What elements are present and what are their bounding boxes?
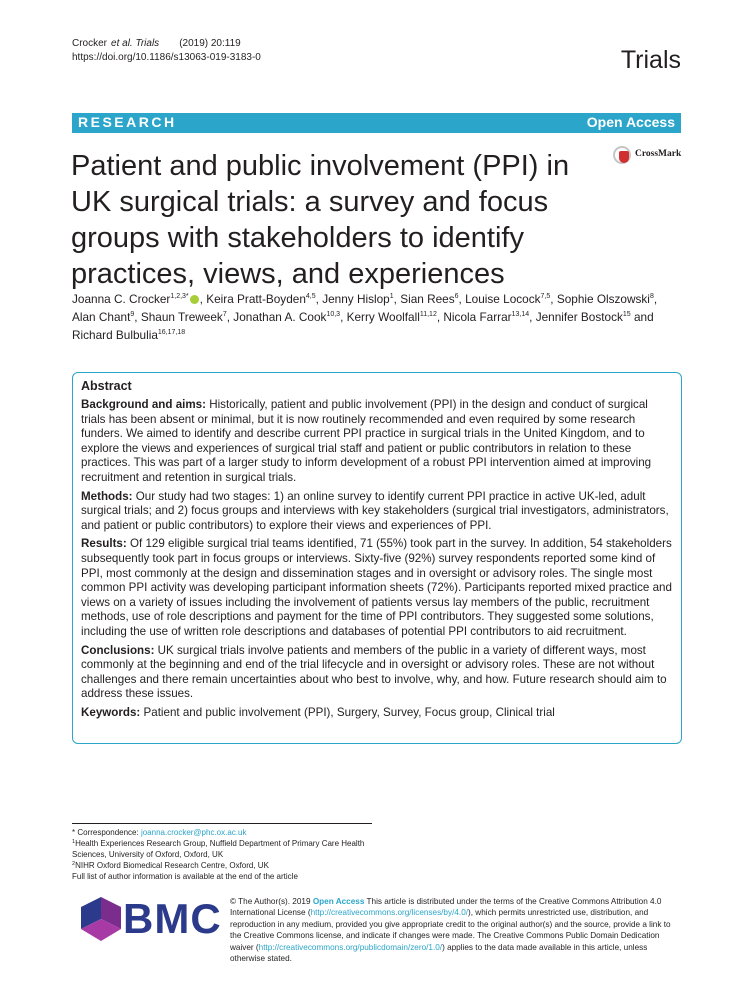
author-name: Jennifer Bostock bbox=[535, 310, 623, 324]
crossmark-icon bbox=[613, 146, 631, 164]
author-affiliation: 15 bbox=[622, 311, 631, 318]
doi-link[interactable]: https://doi.org/10.1186/s13063-019-3183-0 bbox=[72, 52, 261, 63]
authors-and: and bbox=[633, 310, 654, 324]
abstract-box bbox=[72, 372, 682, 744]
abstract-section-text: Patient and public involvement (PPI), Surgery, Survey, Focus group, Clinical trial bbox=[143, 705, 555, 719]
author-affiliation: 6 bbox=[454, 293, 459, 300]
abstract-sections bbox=[81, 398, 673, 720]
author-affiliation: 16,17,18 bbox=[157, 329, 186, 336]
author-name: Richard Bulbulia bbox=[72, 328, 158, 342]
author-affiliation: 11,12 bbox=[419, 311, 437, 318]
abstract-section-label: Methods: bbox=[81, 489, 133, 503]
abstract-section-text: Historically, patient and public involvement (PPI) in the design and conduct of surgical trials has been absent or minimal, but it is now routinely recommended and even required by some research funders. We aimed to identify and describe current PPI practice in surgical trials in the United Kingdom, and to explore the views and experiences of surgical trial staff and patient or public contributors in relation to these practices. This was part of a larger study to inform development of a robust PPI intervention aimed at improving recruitment and retention in surgical trials. bbox=[81, 398, 652, 484]
abstract-section-label: Background and aims: bbox=[81, 398, 206, 411]
author-affiliation: 13,14 bbox=[511, 311, 530, 318]
article-title: Patient and public involvement (PPI) in UK surgical trials: a survey and focus groups with stakeholders to identify practices, views, and experiences bbox=[71, 150, 570, 290]
cc-by-link[interactable]: http://creativecommons.org/licenses/by/4.0/ bbox=[310, 908, 469, 918]
orcid-icon[interactable] bbox=[190, 295, 199, 304]
abstract-heading: Abstract bbox=[81, 379, 132, 393]
citation-authors: Crocker bbox=[72, 38, 108, 49]
author-affiliation: 9 bbox=[130, 311, 135, 318]
correspondence-email[interactable]: joanna.crocker@phc.ox.ac.uk bbox=[140, 828, 247, 837]
author-name: Sian Rees bbox=[400, 292, 455, 306]
author-name: Louise Locock bbox=[465, 292, 541, 306]
author-affiliation: 10,3 bbox=[326, 311, 341, 318]
bmc-logo bbox=[81, 893, 226, 945]
affiliation-1: Health Experiences Research Group, Nuffield Department of Primary Care Health Sciences, University of Oxford, Oxford, UK bbox=[72, 839, 365, 859]
abstract-section-text: UK surgical trials involve patients and members of the public in a variety of different ways, most commonly at the beginning and end of the trial lifecycle and in oversight or advisory roles. These are not without challenges and there remain uncertainties about who best to involve, why, and how. Future research should aim to address these issues. bbox=[81, 643, 667, 701]
author-name: Shaun Treweek bbox=[140, 310, 223, 324]
crossmark-badge[interactable] bbox=[613, 146, 685, 164]
bmc-logo-text: BMC bbox=[123, 895, 222, 942]
abstract-section-label: Conclusions: bbox=[81, 643, 155, 657]
journal-name: Trials bbox=[620, 46, 681, 74]
abstract-section bbox=[81, 398, 673, 486]
section-banner bbox=[72, 113, 681, 133]
affiliation-2: NIHR Oxford Biomedical Research Centre, Oxford, UK bbox=[75, 861, 269, 870]
abstract-section-label: Results: bbox=[81, 537, 127, 551]
author-name: Sophie Olszowski bbox=[556, 292, 650, 306]
section-label: RESEARCH bbox=[78, 114, 177, 130]
author-name: Jonathan A. Cook bbox=[233, 310, 327, 324]
author-affiliation: 1 bbox=[389, 293, 394, 300]
correspondence-label: * Correspondence: bbox=[72, 828, 139, 837]
author-name: Keira Pratt-Boyden bbox=[206, 292, 306, 306]
author-affiliation: 7,5 bbox=[540, 293, 551, 300]
open-access-label: Open Access bbox=[586, 114, 675, 130]
author-affiliation: 1,2,3* bbox=[170, 293, 189, 300]
author-name: Alan Chant bbox=[72, 310, 131, 324]
citation-header bbox=[72, 37, 261, 65]
abstract-section-label: Keywords: bbox=[81, 705, 141, 719]
abstract-section bbox=[81, 490, 673, 534]
abstract-section-text: Of 129 eligible surgical trial teams identified, 71 (55%) took part in the survey. In addition, 54 stakeholders subsequently took part in focus groups or interviews. Sixty-five (92%) survey respondents reported some kind of PPI, most commonly at the design and dissemination stages and in oversight or advisory roles. The single most common PPI activity was developing participant information sheets (72%). Participants reported mixed practice and views on a variety of issues including the involvement of patients versus lay members of the public, recruitment methods, use of role descriptions and payment for the time of PPI contributors. They suggested some solutions, including the use of written role descriptions and databases of potential PPI contributors to aid recruitment. bbox=[81, 537, 672, 638]
citation-etal: et al. Trials bbox=[111, 38, 160, 49]
full-author-info-note: Full list of author information is available at the end of the article bbox=[72, 872, 298, 881]
author-name: Joanna C. Crocker bbox=[72, 292, 171, 306]
bmc-logo-icon bbox=[81, 893, 121, 945]
abstract-section bbox=[81, 706, 673, 721]
footnotes: * Correspondence: joanna.crocker@phc.ox.ac.uk $^1$Health Experiences Research Group, Nuffield Department of Primary Care Health Sciences, University of Oxford, Oxford, UK $^2$NIHR Oxford Biomedical Research Centre, Oxford, UK Full list of author information is available at the end of the article bbox=[72, 823, 372, 882]
citation-year-volume: (2019) 20:119 bbox=[179, 38, 241, 49]
abstract-section bbox=[81, 537, 673, 639]
author-name: Kerry Woolfall bbox=[346, 310, 420, 324]
author-affiliation: 8 bbox=[649, 293, 654, 300]
author-name: Jenny Hislop bbox=[322, 292, 390, 306]
cc-zero-link[interactable]: http://creativecommons.org/publicdomain/zero/1.0/ bbox=[258, 942, 443, 952]
author-list: Joanna C. Crocker$^{1,2,3*}$ , Keira Pratt-Boyden$^{4,5}$, Jenny Hislop$^1$, Sian Rees$^6$, Louise Locock$^{7,5}$, Sophie Olszowski$^8$, Alan Chant$^9$, Shaun Treweek$^7$, Jonathan A. Cook$^{10,3}$, Kerry Woolfall$^{11,12}$, Nicola Farrar$^{13,14}$, Jennifer Bostock$^{15}$ and Richard Bulbulia$^{16,17,18}$ bbox=[72, 292, 658, 342]
license-open-access: Open Access bbox=[312, 897, 365, 906]
license-statement: © The Author(s). 2019 Open Access This article is distributed under the terms of the Creative Commons Attribution 4.0 International License (http://creativecommons.org/licenses/by/4.0/), which permits unrestricted use, distribution, and reproduction in any medium, provided you give appropriate credit to the original author(s) and the source, provide a link to the Creative Commons license, and indicate if changes were made. The Creative Commons Public Domain Dedication waiver (http://creativecommons.org/publicdomain/zero/1.0/) applies to the data made available in this article, unless otherwise stated. bbox=[230, 897, 671, 964]
author-affiliation: 4,5 bbox=[305, 293, 316, 300]
author-affiliation: 7 bbox=[222, 311, 227, 318]
abstract-section bbox=[81, 644, 673, 702]
author-name: Nicola Farrar bbox=[443, 310, 512, 324]
crossmark-label: CrossMark bbox=[635, 149, 682, 159]
abstract-section-text: Our study had two stages: 1) an online survey to identify current PPI practice in active UK-led, adult surgical trials; and 2) focus groups and interviews with key stakeholders (surgical trial investigators, administrators, and patient or public contributors) to explore their views and experiences of PPI. bbox=[81, 489, 669, 532]
